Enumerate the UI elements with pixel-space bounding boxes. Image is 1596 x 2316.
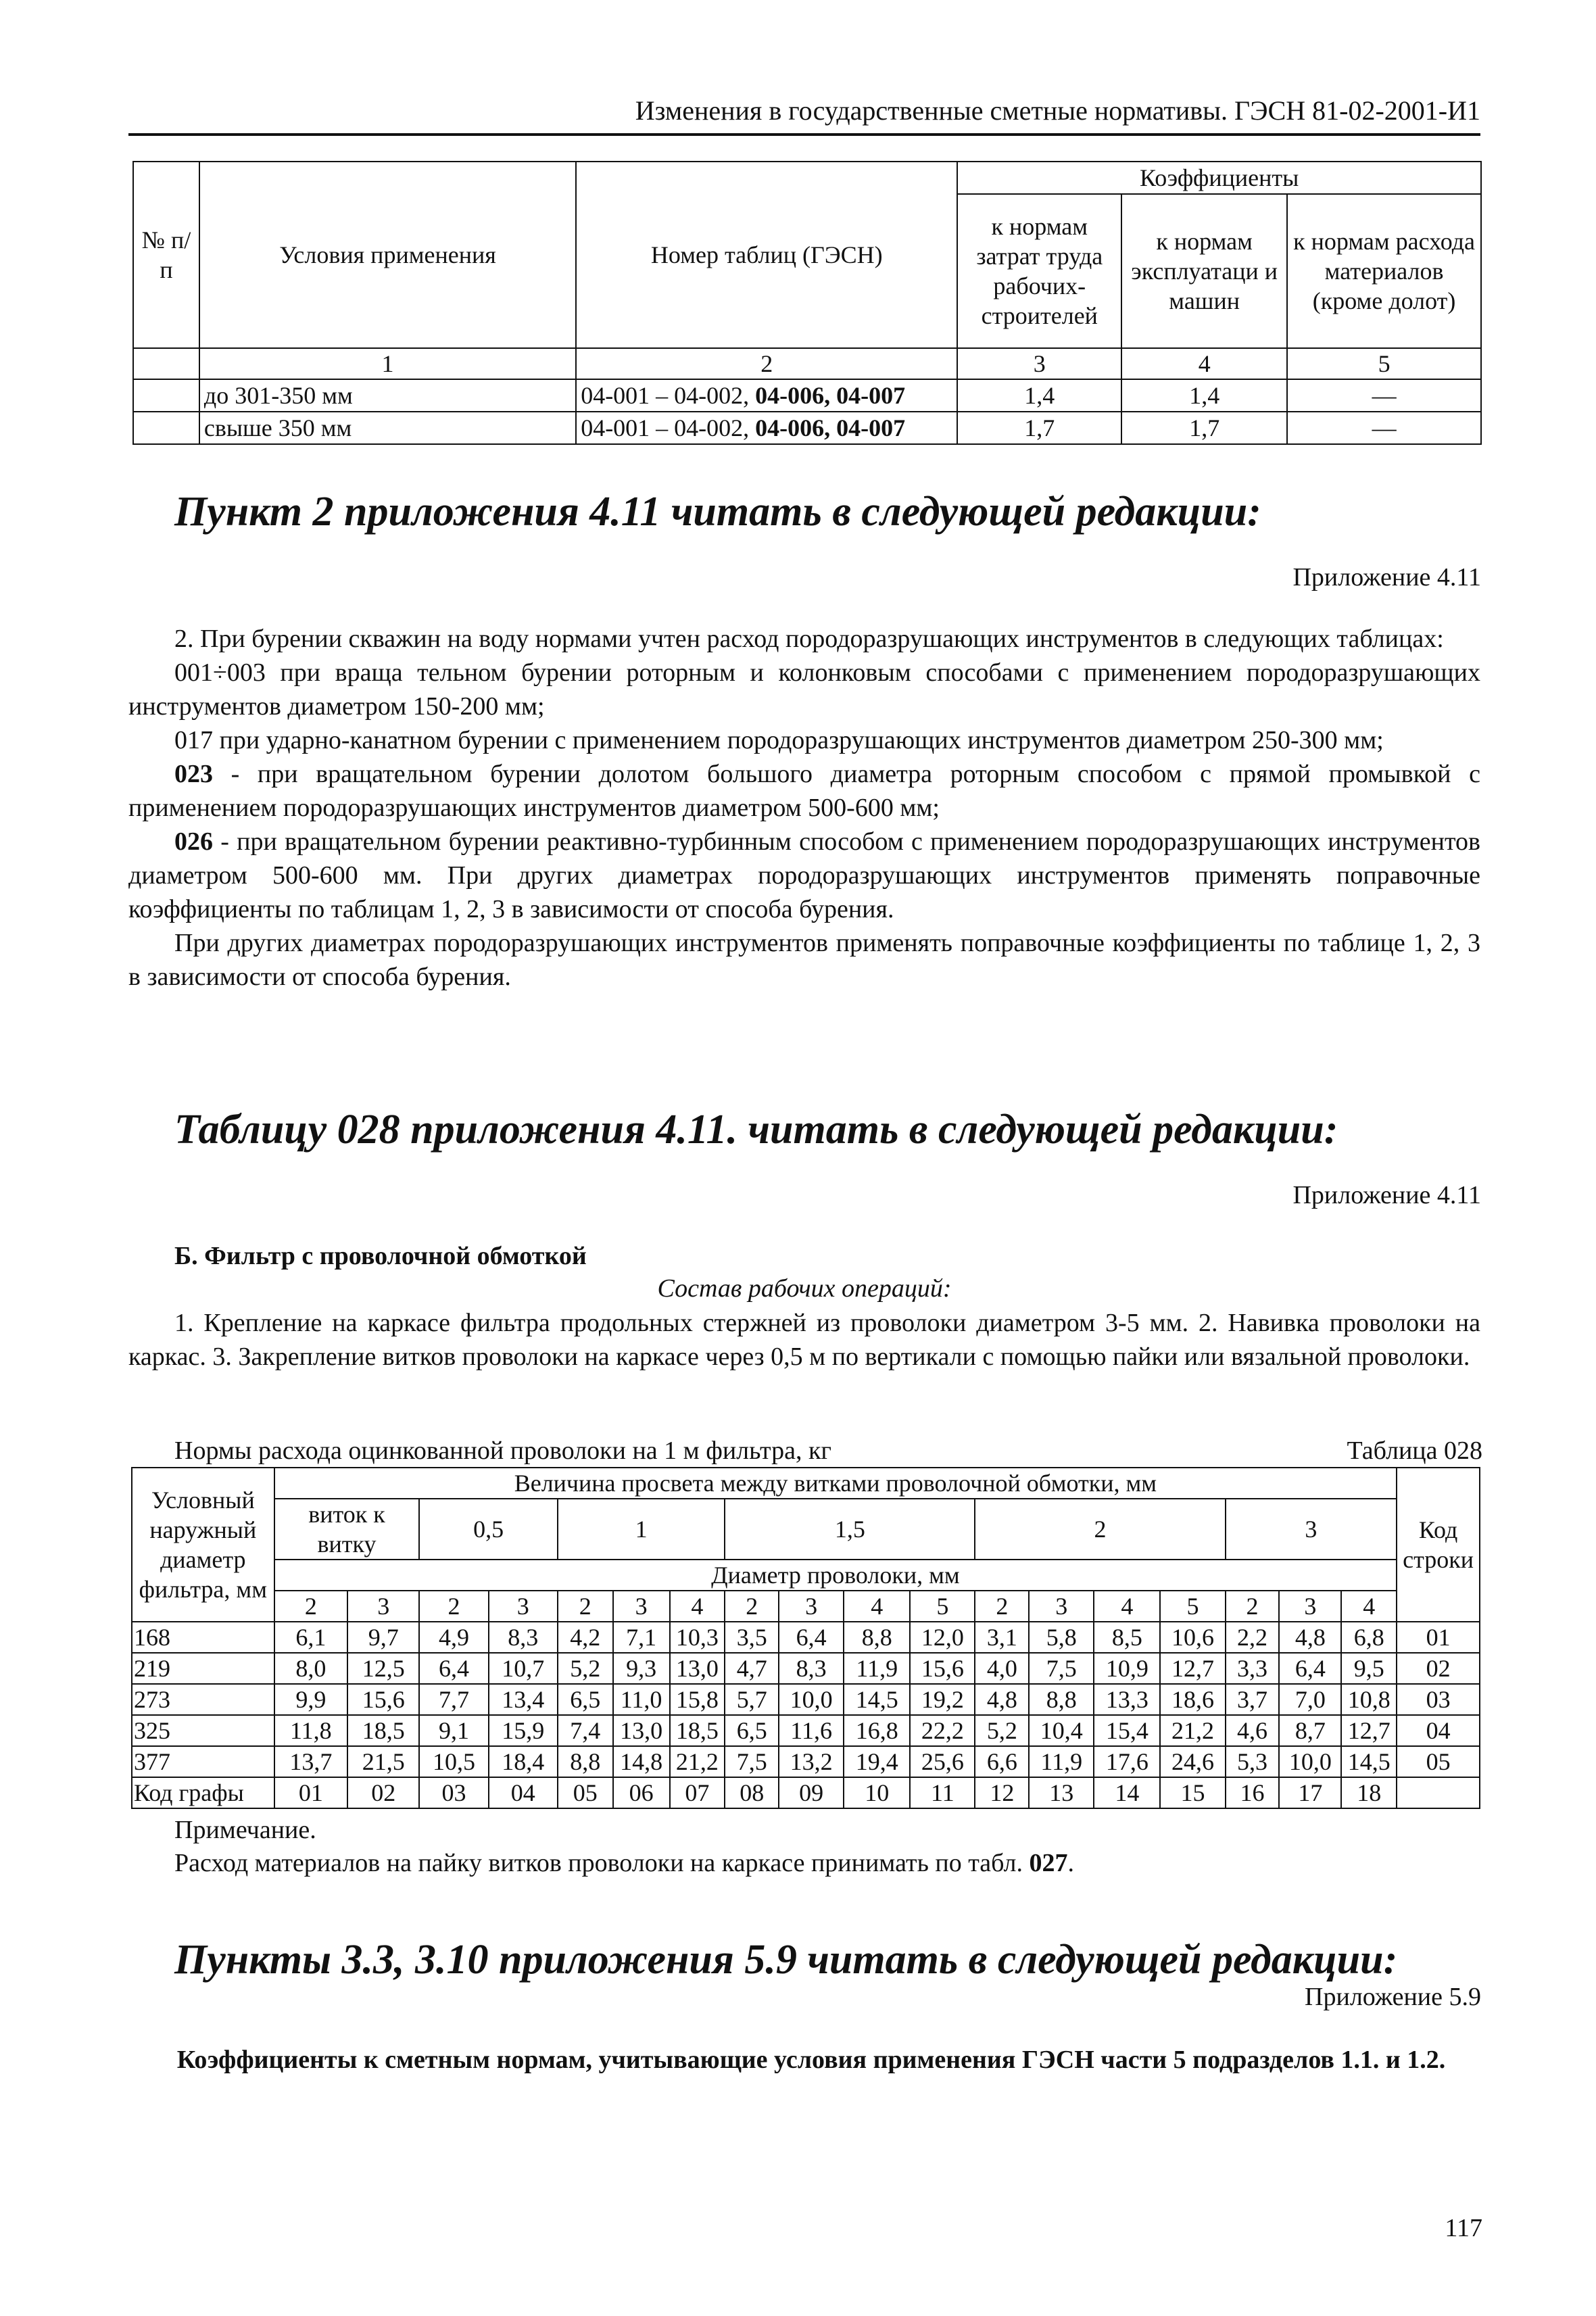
column-code-cell: 18 <box>1341 1777 1397 1808</box>
wire-diameter-header: 3 <box>1279 1591 1341 1622</box>
col-header-wire-diameter: Диаметр проволоки, мм <box>274 1560 1397 1591</box>
value-cell: 13,4 <box>489 1684 558 1715</box>
diameter-cell: 219 <box>132 1653 274 1684</box>
diameter-cell: 168 <box>132 1622 274 1653</box>
table-code: 023 <box>174 760 213 788</box>
value-cell: 8,5 <box>1094 1622 1160 1653</box>
diameter-cell: 325 <box>132 1715 274 1746</box>
wire-diameter-header: 2 <box>274 1591 347 1622</box>
table-row <box>133 379 1481 412</box>
column-code-cell: 07 <box>670 1777 725 1808</box>
row-code-cell: 05 <box>1397 1746 1480 1777</box>
paragraph <box>128 757 1480 825</box>
section-title-point2: Пункт 2 приложения 4.11 читать в следующей редакции: <box>174 489 1261 535</box>
row-number-cell <box>133 412 199 444</box>
operations-title: Состав рабочих операций: <box>657 1274 952 1303</box>
appendix-label: Приложение 4.11 <box>1292 563 1481 592</box>
row-code-cell: 02 <box>1397 1653 1480 1684</box>
wire-diameter-header: 5 <box>1160 1591 1225 1622</box>
value-cell: 19,4 <box>844 1746 910 1777</box>
value-cell: 10,9 <box>1094 1653 1160 1684</box>
column-code-cell: 10 <box>844 1777 910 1808</box>
value-cell: 7,4 <box>558 1715 613 1746</box>
value-cell: 15,8 <box>670 1684 725 1715</box>
value-cell: 10,8 <box>1341 1684 1397 1715</box>
condition-cell: свыше 350 мм <box>199 412 576 444</box>
value-cell: 11,0 <box>613 1684 670 1715</box>
number-row-cell: 3 <box>957 348 1121 379</box>
table-row <box>132 1653 1480 1684</box>
header-rule <box>128 133 1480 136</box>
value-cell: 8,8 <box>1029 1684 1094 1715</box>
wire-diameter-header: 2 <box>725 1591 779 1622</box>
column-code-cell: 06 <box>613 1777 670 1808</box>
value-cell: 11,9 <box>844 1653 910 1684</box>
value-cell: 13,2 <box>779 1746 844 1777</box>
value-cell: 6,1 <box>274 1622 347 1653</box>
row-code-cell: 03 <box>1397 1684 1480 1715</box>
paragraph: 1. Крепление на каркасе фильтра продольных стержней из проволоки диаметром 3-5 мм. 2. Навивка проволоки на каркас. 3. Закрепление витков проволоки на каркасе через 0,5 м по вертикали с помощью пайки или вязальной проволоки. <box>128 1309 1480 1371</box>
wire-diameter-header: 5 <box>910 1591 975 1622</box>
row-number-cell <box>133 379 199 412</box>
coef-materials-cell: — <box>1287 379 1481 412</box>
value-cell: 9,3 <box>613 1653 670 1684</box>
value-cell: 15,6 <box>910 1653 975 1684</box>
wire-diameter-header: 4 <box>1094 1591 1160 1622</box>
value-cell: 11,6 <box>779 1715 844 1746</box>
row-code-cell: 01 <box>1397 1622 1480 1653</box>
col-header-conditions: Условия применения <box>199 162 576 348</box>
diameter-cell: 377 <box>132 1746 274 1777</box>
wire-diameter-header: 3 <box>489 1591 558 1622</box>
table-row <box>132 1715 1480 1746</box>
coefficients-table <box>132 161 1482 445</box>
value-cell: 4,9 <box>419 1622 488 1653</box>
row-code-cell: 04 <box>1397 1715 1480 1746</box>
value-cell: 10,0 <box>1279 1746 1341 1777</box>
table-row <box>132 1746 1480 1777</box>
value-cell: 8,3 <box>489 1622 558 1653</box>
column-code-cell: 13 <box>1029 1777 1094 1808</box>
note-text-main: Расход материалов на пайку витков проволоки на каркасе принимать по табл. <box>174 1849 1030 1877</box>
wire-diameter-header: 4 <box>670 1591 725 1622</box>
value-cell: 4,8 <box>1279 1622 1341 1653</box>
empty-cell <box>1397 1777 1480 1808</box>
value-cell: 3,1 <box>975 1622 1029 1653</box>
point2-text <box>128 622 1480 994</box>
value-cell: 21,2 <box>670 1746 725 1777</box>
value-cell: 14,8 <box>613 1746 670 1777</box>
value-cell: 11,8 <box>274 1715 347 1746</box>
column-code-cell: 02 <box>347 1777 419 1808</box>
value-cell: 5,3 <box>1226 1746 1280 1777</box>
coef-labor-cell: 1,7 <box>957 412 1121 444</box>
value-cell: 12,5 <box>347 1653 419 1684</box>
value-cell: 15,4 <box>1094 1715 1160 1746</box>
value-cell: 5,7 <box>725 1684 779 1715</box>
value-cell: 6,5 <box>558 1684 613 1715</box>
value-cell: 11,9 <box>1029 1746 1094 1777</box>
value-cell: 4,6 <box>1226 1715 1280 1746</box>
value-cell: 10,6 <box>1160 1622 1225 1653</box>
col-header-row-code: Код строки <box>1397 1468 1480 1622</box>
note-title: Примечание. <box>174 1816 316 1844</box>
value-cell: 10,3 <box>670 1622 725 1653</box>
value-cell: 10,4 <box>1029 1715 1094 1746</box>
wire-norms-table <box>131 1467 1480 1809</box>
paragraph: 017 при ударно-канатном бурении с применением породоразрушающих инструментов диаметром 250-300 мм; <box>174 726 1384 754</box>
tables-text: 04-001 – 04-002, <box>581 414 756 441</box>
value-cell: 7,0 <box>1279 1684 1341 1715</box>
gap-header: 1,5 <box>725 1499 975 1560</box>
value-cell: 21,2 <box>1160 1715 1225 1746</box>
value-cell: 4,7 <box>725 1653 779 1684</box>
table-row <box>132 1622 1480 1653</box>
number-row-cell: 5 <box>1287 348 1481 379</box>
value-cell: 19,2 <box>910 1684 975 1715</box>
table-caption: Нормы расхода оцинкованной проволоки на 1 м фильтра, кг <box>174 1437 832 1465</box>
value-cell: 21,5 <box>347 1746 419 1777</box>
value-cell: 18,4 <box>489 1746 558 1777</box>
column-code-cell: 03 <box>419 1777 488 1808</box>
col-header-number: № п/п <box>133 162 199 348</box>
value-cell: 5,2 <box>975 1715 1029 1746</box>
value-cell: 17,6 <box>1094 1746 1160 1777</box>
value-cell: 7,7 <box>419 1684 488 1715</box>
section-title-appendix59: Пункты 3.3, 3.10 приложения 5.9 читать в следующей редакции: <box>174 1937 1398 1983</box>
value-cell: 6,4 <box>779 1622 844 1653</box>
value-cell: 7,5 <box>1029 1653 1094 1684</box>
paragraph: 001÷003 при враща тельном бурении роторным и колонковым способами с применением породоразрушающих инструментов диаметром 150-200 мм; <box>128 658 1480 721</box>
value-cell: 6,4 <box>419 1653 488 1684</box>
paragraph <box>128 825 1480 926</box>
value-cell: 18,5 <box>670 1715 725 1746</box>
value-cell: 4,0 <box>975 1653 1029 1684</box>
col-header-gap: Величина просвета между витками проволочной обмотки, мм <box>274 1468 1397 1499</box>
tables-cell <box>576 412 957 444</box>
value-cell: 10,5 <box>419 1746 488 1777</box>
paragraph: 2. При бурении скважин на воду нормами учтен расход породоразрушающих инструментов в следующих таблицах: <box>174 625 1444 653</box>
column-code-label: Код графы <box>132 1777 274 1808</box>
value-cell: 4,2 <box>558 1622 613 1653</box>
column-code-cell: 17 <box>1279 1777 1341 1808</box>
col-header-coefficients: Коэффициенты <box>957 162 1481 194</box>
value-cell: 15,9 <box>489 1715 558 1746</box>
appendix-label: Приложение 4.11 <box>1292 1181 1481 1209</box>
value-cell: 12,7 <box>1160 1653 1225 1684</box>
col-header-diameter: Условный наружный диаметр фильтра, мм <box>132 1468 274 1622</box>
gap-header: 3 <box>1226 1499 1397 1560</box>
appendix-label: Приложение 5.9 <box>1305 1983 1481 2011</box>
col-header-labor: к нормам затрат труда рабочих-строителей <box>957 194 1121 348</box>
coef-materials-cell: — <box>1287 412 1481 444</box>
value-cell: 13,0 <box>613 1715 670 1746</box>
column-code-cell: 11 <box>910 1777 975 1808</box>
wire-diameter-header: 3 <box>347 1591 419 1622</box>
value-cell: 6,4 <box>1279 1653 1341 1684</box>
note-text <box>174 1848 1074 1878</box>
column-code-cell: 12 <box>975 1777 1029 1808</box>
wire-diameter-header: 3 <box>613 1591 670 1622</box>
value-cell: 22,2 <box>910 1715 975 1746</box>
number-row-cell: 2 <box>576 348 957 379</box>
number-row-cell: 1 <box>199 348 576 379</box>
coef-machines-cell: 1,4 <box>1121 379 1287 412</box>
value-cell: 25,6 <box>910 1746 975 1777</box>
wire-diameter-header: 2 <box>975 1591 1029 1622</box>
column-code-cell: 05 <box>558 1777 613 1808</box>
table-code: 026 <box>174 827 213 856</box>
col-header-machines: к нормам эксплуатаци и машин <box>1121 194 1287 348</box>
col-header-tables: Номер таблиц (ГЭСН) <box>576 162 957 348</box>
coefficients-caption: Коэффициенты к сметным нормам, учитывающие условия применения ГЭСН части 5 подразделов 1.1. и 1.2. <box>176 2046 1446 2074</box>
value-cell: 4,8 <box>975 1684 1029 1715</box>
value-cell: 8,0 <box>274 1653 347 1684</box>
note-table-ref: 027 <box>1029 1849 1068 1877</box>
wire-diameter-header: 3 <box>779 1591 844 1622</box>
operations-text <box>128 1306 1480 1374</box>
subheading: Б. Фильтр с проволочной обмоткой <box>174 1242 587 1270</box>
note-text-end: . <box>1067 1849 1075 1877</box>
gap-header: 0,5 <box>419 1499 558 1560</box>
wire-diameter-header: 2 <box>1226 1591 1280 1622</box>
value-cell: 13,0 <box>670 1653 725 1684</box>
wire-diameter-header: 4 <box>844 1591 910 1622</box>
col-header-materials: к нормам расхода материалов (кроме долот) <box>1287 194 1481 348</box>
value-cell: 12,7 <box>1341 1715 1397 1746</box>
value-cell: 5,2 <box>558 1653 613 1684</box>
coef-machines-cell: 1,7 <box>1121 412 1287 444</box>
column-code-cell: 16 <box>1226 1777 1280 1808</box>
gap-header: виток к витку <box>274 1499 420 1560</box>
value-cell: 14,5 <box>844 1684 910 1715</box>
value-cell: 15,6 <box>347 1684 419 1715</box>
page-number: 117 <box>1445 2214 1482 2242</box>
wire-diameter-header: 2 <box>558 1591 613 1622</box>
value-cell: 8,8 <box>558 1746 613 1777</box>
coef-labor-cell: 1,4 <box>957 379 1121 412</box>
value-cell: 3,7 <box>1226 1684 1280 1715</box>
value-cell: 5,8 <box>1029 1622 1094 1653</box>
column-code-cell: 04 <box>489 1777 558 1808</box>
value-cell: 18,5 <box>347 1715 419 1746</box>
table-number: Таблица 028 <box>1347 1437 1482 1465</box>
value-cell: 6,6 <box>975 1746 1029 1777</box>
section-title-table028: Таблицу 028 приложения 4.11. читать в следующей редакции: <box>174 1107 1338 1153</box>
value-cell: 13,7 <box>274 1746 347 1777</box>
gap-header: 1 <box>558 1499 725 1560</box>
value-cell: 6,5 <box>725 1715 779 1746</box>
number-row-cell <box>133 348 199 379</box>
column-code-row <box>132 1777 1480 1808</box>
table-row <box>133 412 1481 444</box>
tables-cell <box>576 379 957 412</box>
paragraph-text: - при вращательном бурении долотом большого диаметра роторным способом с прямой промывкой с применением породоразрушающих инструментов диаметром 500-600 мм; <box>128 760 1480 822</box>
wire-diameter-header: 2 <box>419 1591 488 1622</box>
tables-text: 04-001 – 04-002, <box>581 382 756 409</box>
tables-bold-text: 04-006, 04-007 <box>755 382 906 409</box>
value-cell: 16,8 <box>844 1715 910 1746</box>
value-cell: 9,7 <box>347 1622 419 1653</box>
wire-diameter-header: 3 <box>1029 1591 1094 1622</box>
value-cell: 13,3 <box>1094 1684 1160 1715</box>
column-code-cell: 01 <box>274 1777 347 1808</box>
value-cell: 9,5 <box>1341 1653 1397 1684</box>
diameter-cell: 273 <box>132 1684 274 1715</box>
column-code-cell: 14 <box>1094 1777 1160 1808</box>
value-cell: 7,5 <box>725 1746 779 1777</box>
value-cell: 8,7 <box>1279 1715 1341 1746</box>
column-code-cell: 08 <box>725 1777 779 1808</box>
value-cell: 9,1 <box>419 1715 488 1746</box>
value-cell: 24,6 <box>1160 1746 1225 1777</box>
value-cell: 8,8 <box>844 1622 910 1653</box>
table-row <box>132 1684 1480 1715</box>
paragraph: При других диаметрах породоразрушающих инструментов применять поправочные коэффициенты по таблице 1, 2, 3 в зависимости от способа бурения. <box>128 929 1480 991</box>
value-cell: 10,7 <box>489 1653 558 1684</box>
value-cell: 10,0 <box>779 1684 844 1715</box>
value-cell: 3,3 <box>1226 1653 1280 1684</box>
value-cell: 8,3 <box>779 1653 844 1684</box>
value-cell: 12,0 <box>910 1622 975 1653</box>
value-cell: 7,1 <box>613 1622 670 1653</box>
paragraph-text: - при вращательном бурении реактивно-турбинным способом с применением породоразрушающих инструментов диаметром 500-600 мм. При других диаметрах породоразрушающих инструментов применять поправочные коэффициенты по таблицам 1, 2, 3 в зависимости от способа бурения. <box>128 827 1480 923</box>
column-code-cell: 15 <box>1160 1777 1225 1808</box>
value-cell: 3,5 <box>725 1622 779 1653</box>
gap-header: 2 <box>975 1499 1225 1560</box>
column-code-cell: 09 <box>779 1777 844 1808</box>
wire-diameter-header: 4 <box>1341 1591 1397 1622</box>
number-row-cell: 4 <box>1121 348 1287 379</box>
running-header: Изменения в государственные сметные нормативы. ГЭСН 81-02-2001-И1 <box>635 95 1480 126</box>
value-cell: 18,6 <box>1160 1684 1225 1715</box>
value-cell: 14,5 <box>1341 1746 1397 1777</box>
value-cell: 6,8 <box>1341 1622 1397 1653</box>
value-cell: 2,2 <box>1226 1622 1280 1653</box>
condition-cell: до 301-350 мм <box>199 379 576 412</box>
value-cell: 9,9 <box>274 1684 347 1715</box>
tables-bold-text: 04-006, 04-007 <box>755 414 906 441</box>
